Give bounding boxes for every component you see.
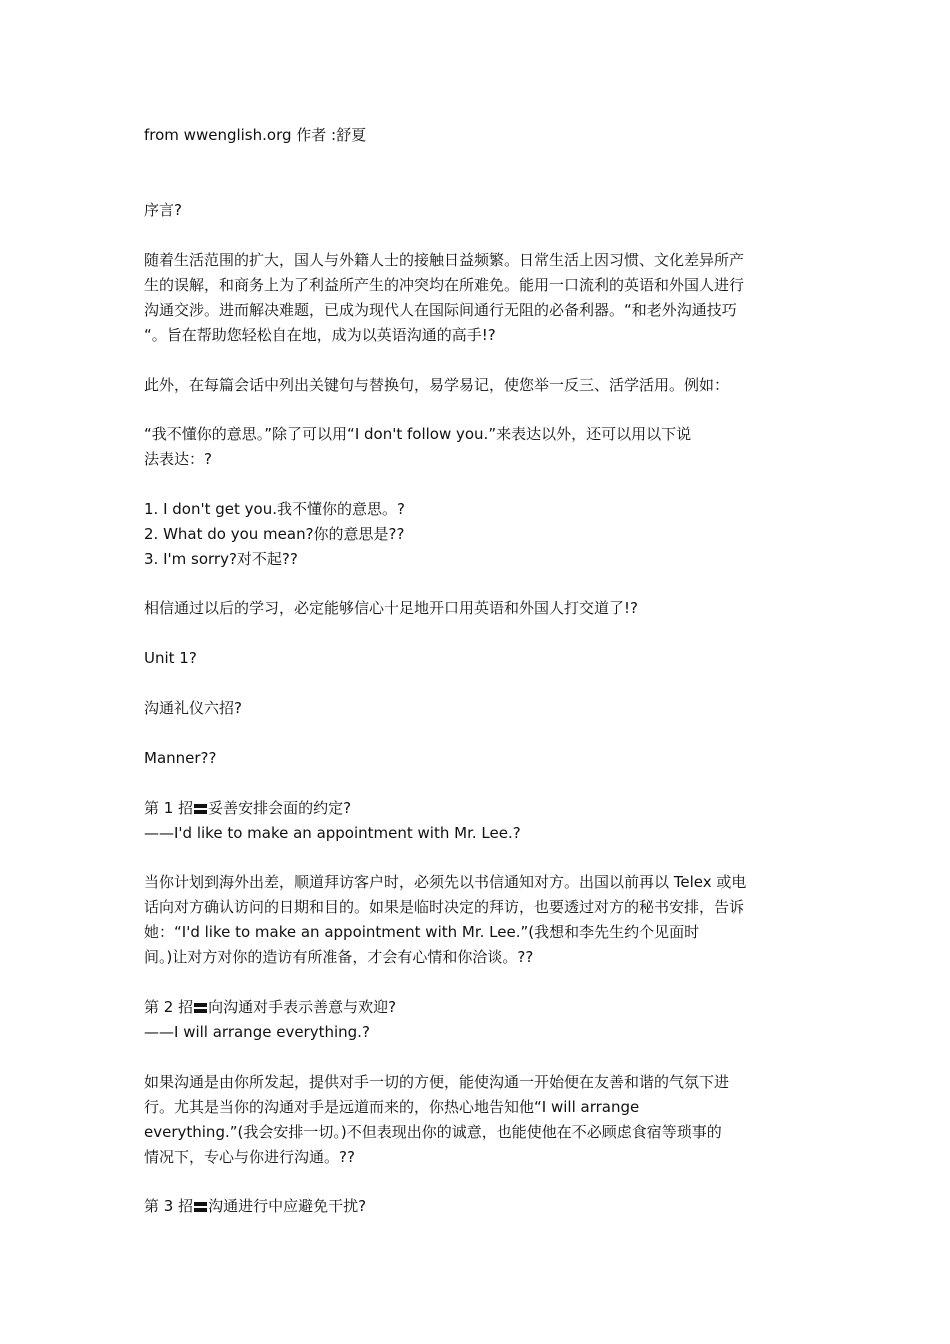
intro-line: 随着生活范围的扩大，国人与外籍人士的接触日益频繁。日常生活上因习惯、文化差异所产 [144,251,745,269]
body-line: 她：“I'd like to make an appointment with Mr. Lee.”(我想和李先生约个见面时 [144,923,700,941]
tip-prefix: 第 1 招 [144,799,194,817]
example-paragraph [144,422,691,472]
tip-heading-text: 妥善安排会面的约定? [208,799,352,817]
tip-2-body [144,1070,729,1170]
key-sentence: ——I'd like to make an appointment with Mr. Lee.? [144,824,521,842]
double-bar-mark-icon [194,804,207,814]
tip-2-block [144,995,396,1045]
tip-prefix: 第 2 招 [144,998,194,1016]
body-line: everything.”(我会安排一切。)不但表现出你的诚意，也能使他在不必顾虑食宿等琐事的 [144,1123,722,1141]
tip-heading [144,796,521,821]
unit-subtitle: 沟通礼仪六招? [144,699,242,717]
body-line: 情况下，专心与你进行沟通。?? [144,1148,355,1166]
preface-title: 序言? [144,201,182,219]
tip-heading-text: 沟通进行中应避免干扰? [208,1197,367,1215]
key-sentence: ——I will arrange everything.? [144,1023,370,1041]
tip-3-block [144,1194,366,1219]
example-line: 法表达：? [144,450,212,468]
body-line: 间。)让对方对你的造访有所准备，才会有心情和你洽谈。?? [144,948,534,966]
list-item: 3. I'm sorry?对不起?? [144,550,298,568]
keyline-note: 此外，在每篇会话中列出关键句与替换句，易学易记，使您举一反三、活学活用。例如： [144,376,730,394]
body-line: 如果沟通是由你所发起，提供对手一切的方便，能使沟通一开始便在友善和谐的气氛下进 [144,1073,730,1091]
tip-1-block [144,796,521,846]
intro-line: “。旨在帮助您轻松自在地，成为以英语沟通的高手!? [144,326,496,344]
tip-1-body [144,870,746,970]
body-line: 行。尤其是当你的沟通对手是远道而来的，你热心地告知他“I will arrange [144,1098,640,1116]
unit-topic: Manner?? [144,749,217,767]
tip-heading-text: 向沟通对手表示善意与欢迎? [208,998,397,1016]
body-line: 当你计划到海外出差，顺道拜访客户时，必须先以书信通知对方。出国以前再以 Telex 或电 [144,873,747,891]
example-line: “我不懂你的意思。”除了可以用“I don't follow you.”来表达以外，还可以用以下说 [144,425,692,443]
alternatives-list [144,497,405,572]
double-bar-mark-icon [194,1003,207,1013]
double-bar-mark-icon [194,1202,207,1212]
intro-line: 沟通交涉。进而解决难题，已成为现代人在国际间通行无阻的必备利器。“和老外沟通技巧 [144,301,737,319]
intro-line: 生的误解，和商务上为了利益所产生的冲突均在所难免。能用一口流利的英语和外国人进行 [144,276,745,294]
tip-heading [144,995,396,1020]
source-line: from wwenglish.org 作者 :舒夏 [144,126,367,144]
body-line: 话向对方确认访问的日期和目的。如果是临时决定的拜访，也要透过对方的秘书安排，告诉 [144,898,745,916]
tip-prefix: 第 3 招 [144,1197,194,1215]
unit-title: Unit 1? [144,649,197,667]
list-item: 1. I don't get you.我不懂你的意思。? [144,500,405,518]
intro-paragraph [144,248,744,348]
list-item: 2. What do you mean?你的意思是?? [144,525,405,543]
encouragement-text: 相信通过以后的学习，必定能够信心十足地开口用英语和外国人打交道了!? [144,599,638,617]
tip-heading [144,1194,366,1219]
